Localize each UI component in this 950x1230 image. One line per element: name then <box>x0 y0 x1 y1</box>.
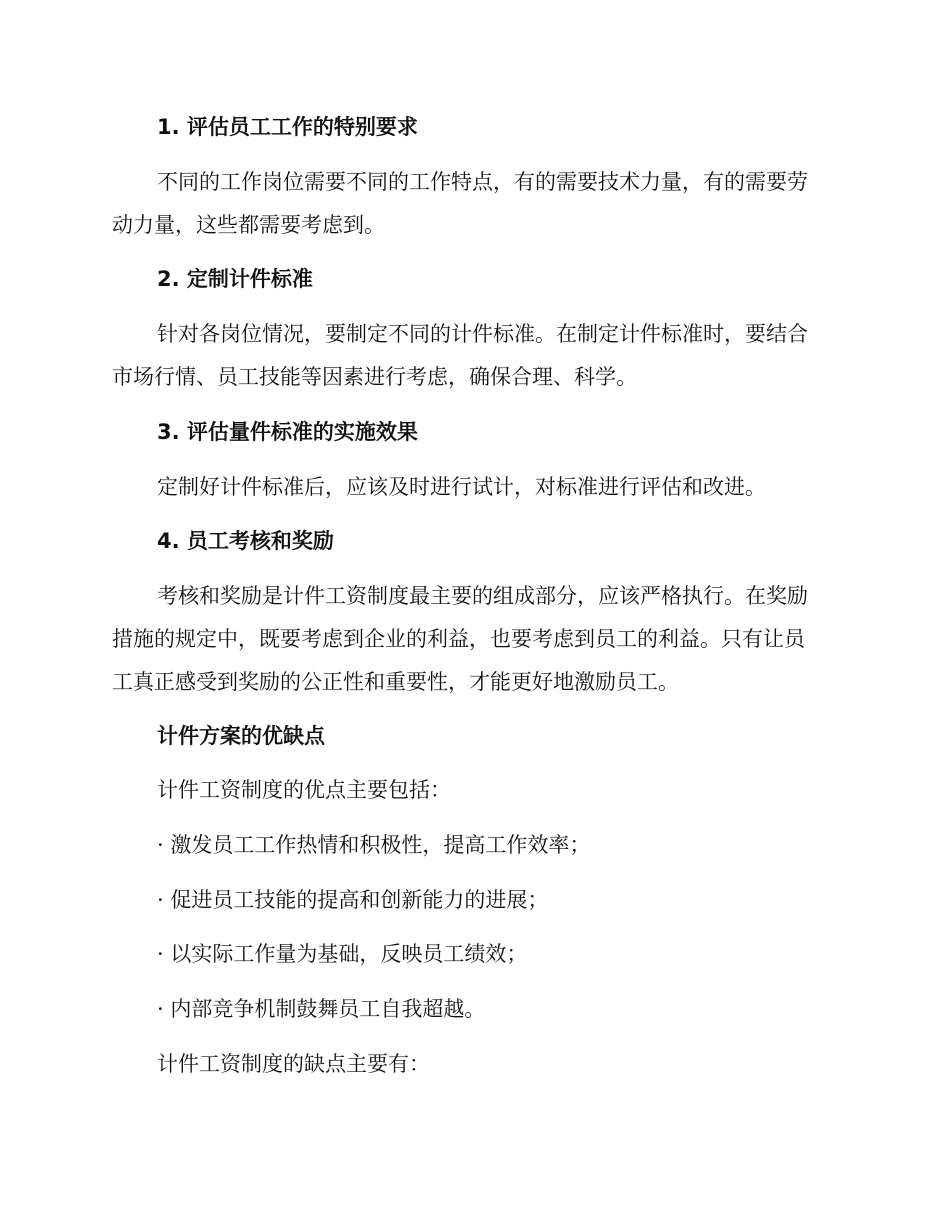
paragraph-line: 不同的工作岗位需要不同的工作特点，有的需要技术力量，有的需要劳 <box>157 170 808 194</box>
pros-intro: 计件工资制度的优点主要包括： <box>157 778 451 802</box>
paragraph-line: 动力量，这些都需要考虑到。 <box>112 213 385 237</box>
list-item: · 以实际工作量为基础，反映员工绩效； <box>157 942 528 966</box>
paragraph-line: 针对各岗位情况，要制定不同的计件标准。在制定计件标准时，要结合 <box>157 322 808 346</box>
cons-intro: 计件工资制度的缺点主要有： <box>157 1052 430 1076</box>
paragraph-line: 市场行情、员工技能等因素进行考虑，确保合理、科学。 <box>112 365 637 389</box>
paragraph-line: 措施的规定中，既要考虑到企业的利益，也要考虑到员工的利益。只有让员 <box>112 627 805 651</box>
paragraph-line: 考核和奖励是计件工资制度最主要的组成部分，应该严格执行。在奖励 <box>157 584 808 608</box>
pros-cons-heading: 计件方案的优缺点 <box>157 724 325 748</box>
list-item: · 促进员工技能的提高和创新能力的进展； <box>157 888 549 912</box>
section-heading-2: 2. 定制计件标准 <box>157 267 313 291</box>
section-heading-3: 3. 评估量件标准的实施效果 <box>157 420 418 444</box>
section-heading-1: 1. 评估员工工作的特别要求 <box>157 115 418 139</box>
paragraph-line: 定制好计件标准后，应该及时进行试计，对标准进行评估和改进。 <box>157 475 766 499</box>
list-item: · 内部竞争机制鼓舞员工自我超越。 <box>157 997 486 1021</box>
list-item: · 激发员工工作热情和积极性，提高工作效率； <box>157 833 591 857</box>
section-heading-4: 4. 员工考核和奖励 <box>157 529 334 553</box>
paragraph-line: 工真正感受到奖励的公正性和重要性，才能更好地激励员工。 <box>112 670 679 694</box>
